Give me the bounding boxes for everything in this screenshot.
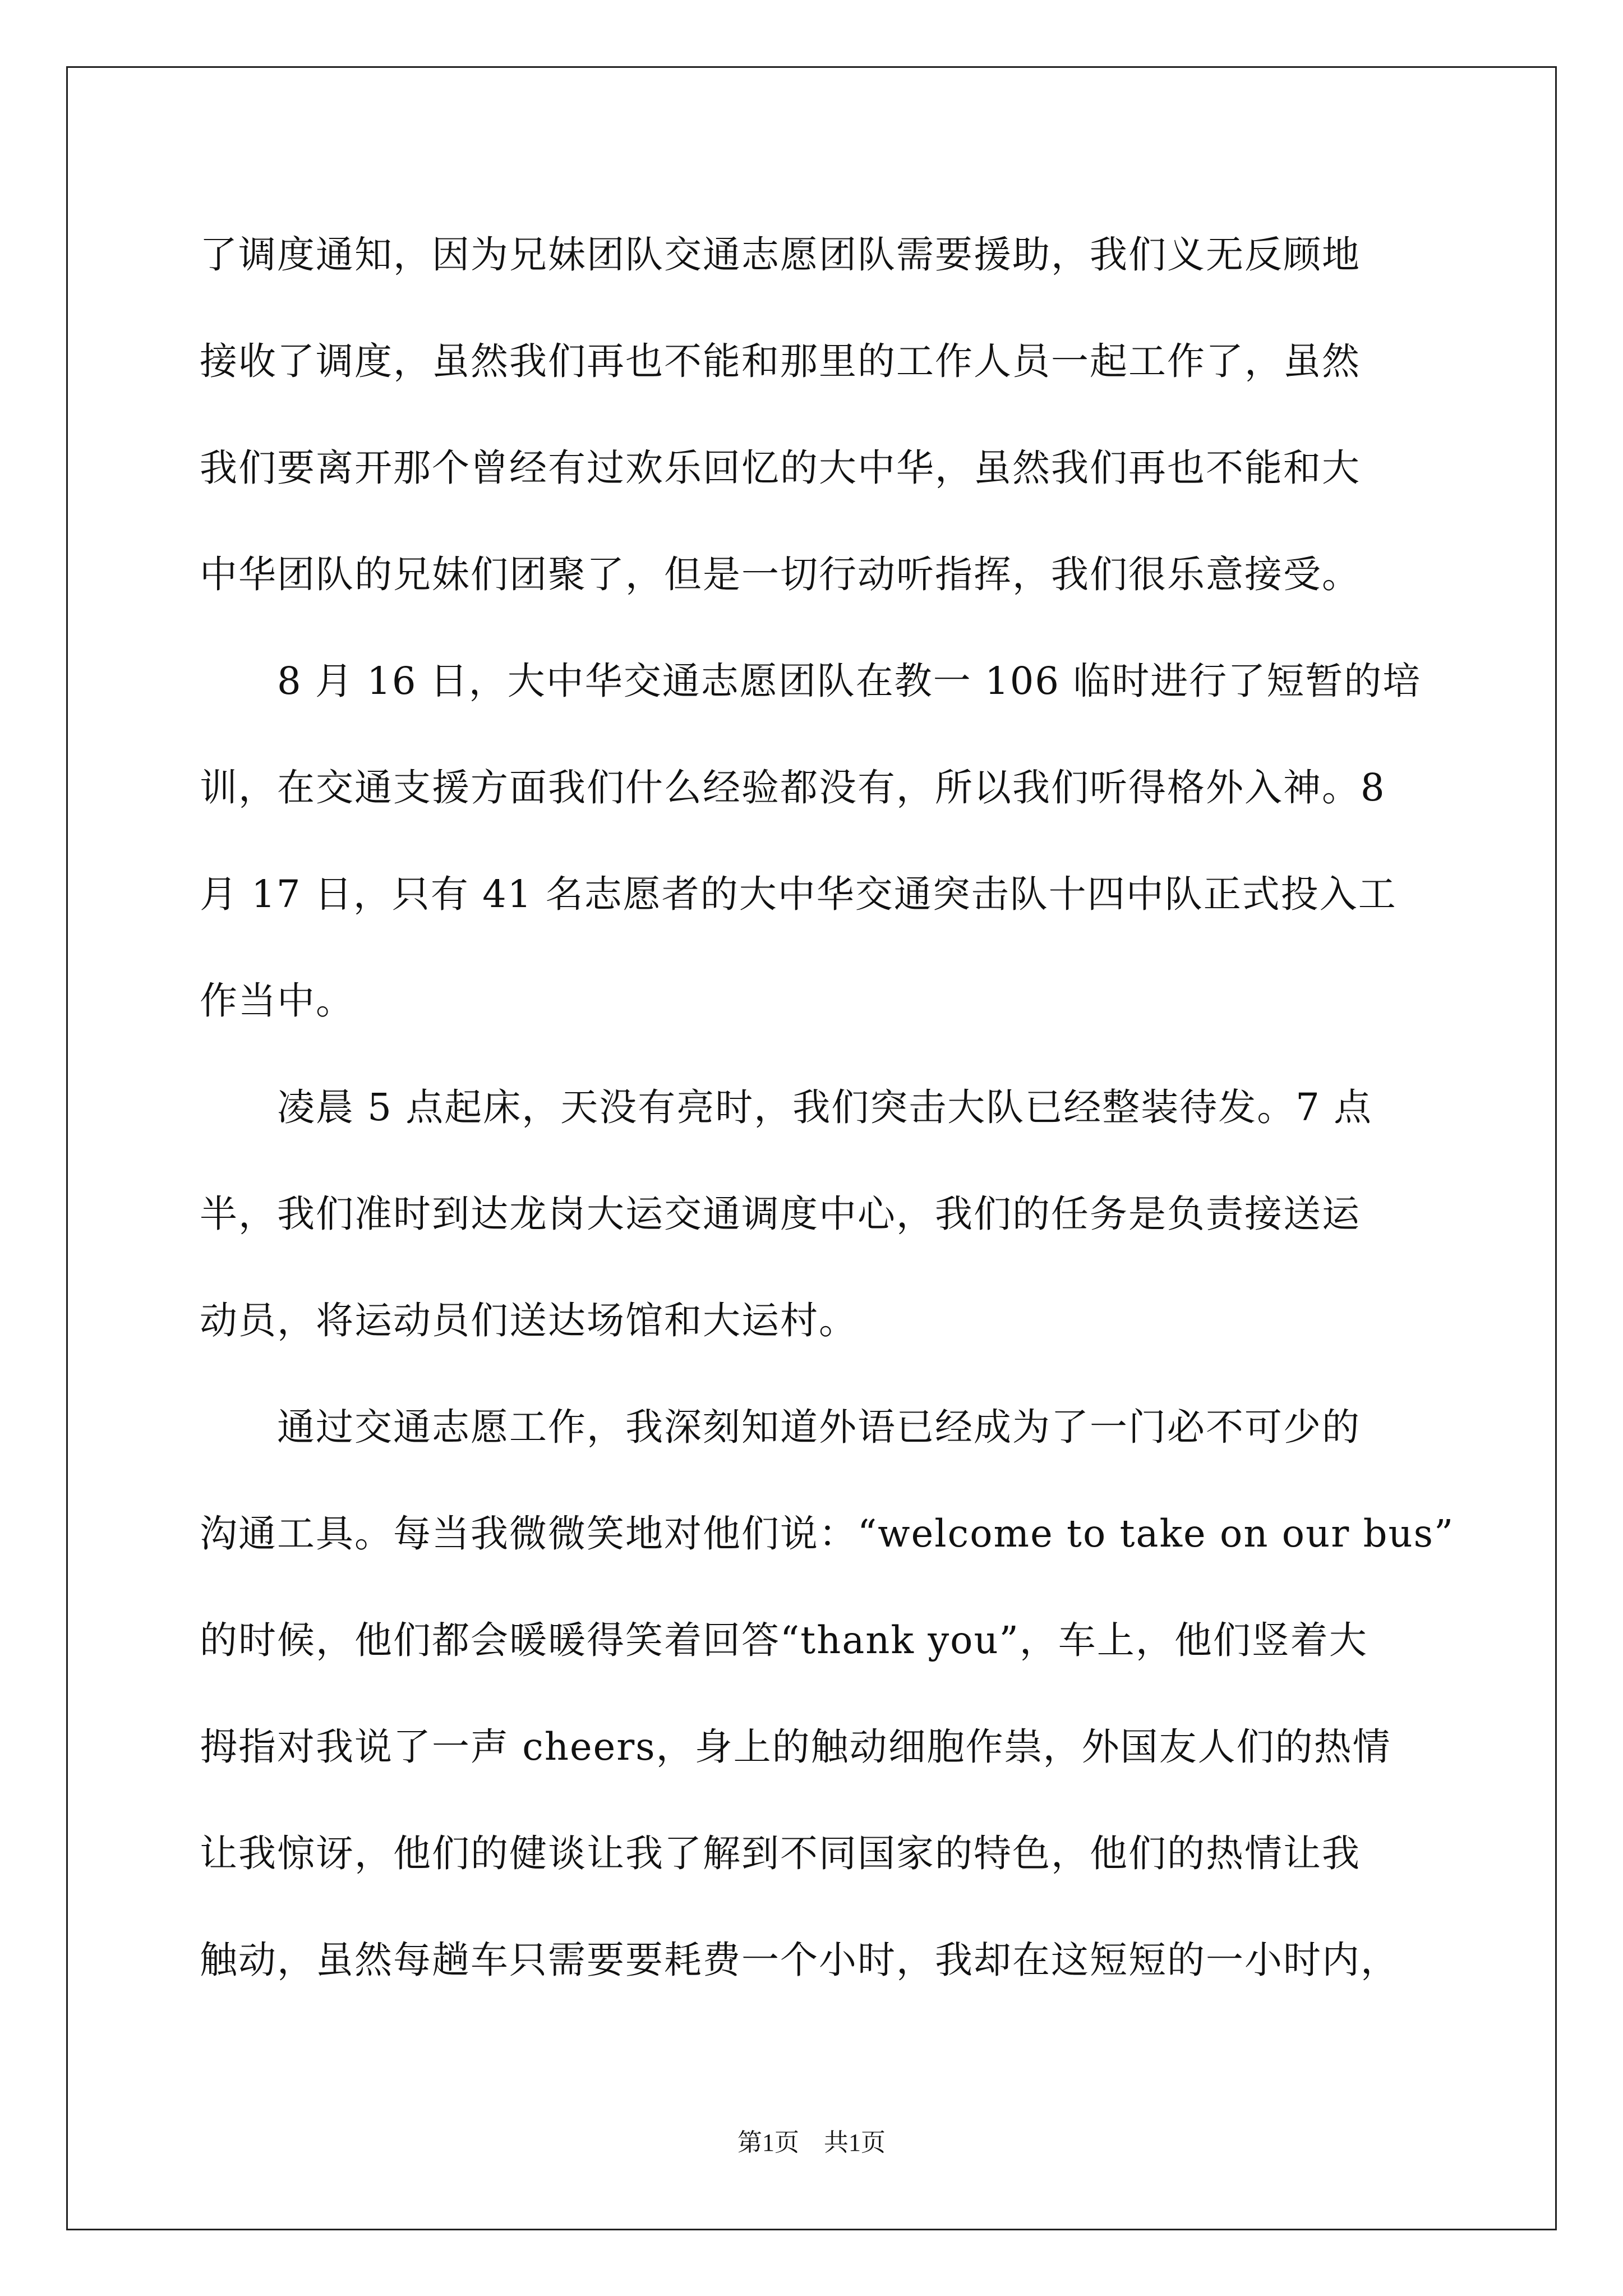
text-line: 月 17 日，只有 41 名志愿者的大中华交通突击队十四中队正式投入工 [200, 872, 1397, 916]
text-line: 触动，虽然每趟车只需要要耗费一个小时，我却在这短短的一小时内， [200, 1938, 1399, 1982]
text-line: 训，在交通支援方面我们什么经验都没有，所以我们听得格外入神。8 [200, 766, 1386, 809]
text-line: 通过交通志愿工作，我深刻知道外语已经成为了一门必不可少的 [200, 1405, 1361, 1449]
text-line: 作当中。 [200, 979, 354, 1023]
page-footer: 第1页 共1页 [737, 2129, 886, 2156]
text-line: 的时候，他们都会暖暖得笑着回答“thank you”，车上，他们竖着大 [200, 1618, 1368, 1662]
text-line: 接收了调度，虽然我们再也不能和那里的工作人员一起工作了，虽然 [200, 339, 1361, 383]
text-line: 了调度通知，因为兄妹团队交通志愿团队需要援助，我们义无反顾地 [200, 233, 1361, 277]
text-line: 半，我们准时到达龙岗大运交通调度中心，我们的任务是负责接送运 [200, 1192, 1361, 1236]
text-line: 中华团队的兄妹们团聚了，但是一切行动听指挥，我们很乐意接受。 [200, 553, 1361, 596]
text-line: 我们要离开那个曾经有过欢乐回忆的大中华，虽然我们再也不能和大 [200, 446, 1361, 490]
text-line: 凌晨 5 点起床，天没有亮时，我们突击大队已经整装待发。7 点 [200, 1085, 1373, 1129]
text-line: 拇指对我说了一声 cheers，身上的触动细胞作祟，外国友人们的热情 [200, 1725, 1391, 1769]
text-line: 让我惊讶，他们的健谈让我了解到不同国家的特色，他们的热情让我 [200, 1832, 1361, 1875]
text-line: 沟通工具。每当我微微笑地对他们说：“welcome to take on our bus” [200, 1512, 1455, 1556]
text-line: 8 月 16 日，大中华交通志愿团队在教一 106 临时进行了短暂的培 [200, 659, 1422, 703]
text-line: 动员，将运动员们送达场馆和大运村。 [200, 1299, 857, 1342]
